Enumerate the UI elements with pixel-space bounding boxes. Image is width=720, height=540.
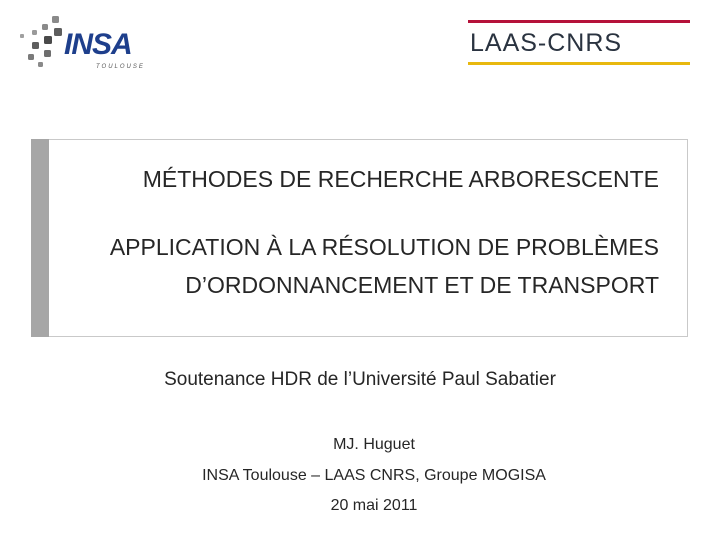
affiliation: INSA Toulouse – LAAS CNRS, Groupe MOGISA <box>202 467 546 484</box>
laas-logo-word: LAAS-CNRS <box>470 29 623 57</box>
date: 20 mai 2011 <box>330 497 418 514</box>
laas-cnrs-logo <box>468 20 690 66</box>
title-line-3: D’ORDONNANCEMENT ET DE TRANSPORT <box>185 272 659 298</box>
title-line-2: APPLICATION À LA RÉSOLUTION DE PROBLÈMES <box>109 234 659 260</box>
insa-logo-word: INSA <box>64 28 132 61</box>
subtitle: Soutenance HDR de l’Université Paul Sabatier <box>164 369 556 390</box>
insa-logo-subtitle: TOULOUSE <box>96 64 145 70</box>
laas-logo-bottom-rule <box>468 62 690 65</box>
laas-logo-top-rule <box>468 20 690 23</box>
insa-logo <box>14 12 144 78</box>
author: MJ. Huguet <box>333 436 415 453</box>
title-box <box>31 139 688 337</box>
title-accent-bar <box>31 139 49 337</box>
title-line-1: MÉTHODES DE RECHERCHE ARBORESCENTE <box>142 166 659 192</box>
